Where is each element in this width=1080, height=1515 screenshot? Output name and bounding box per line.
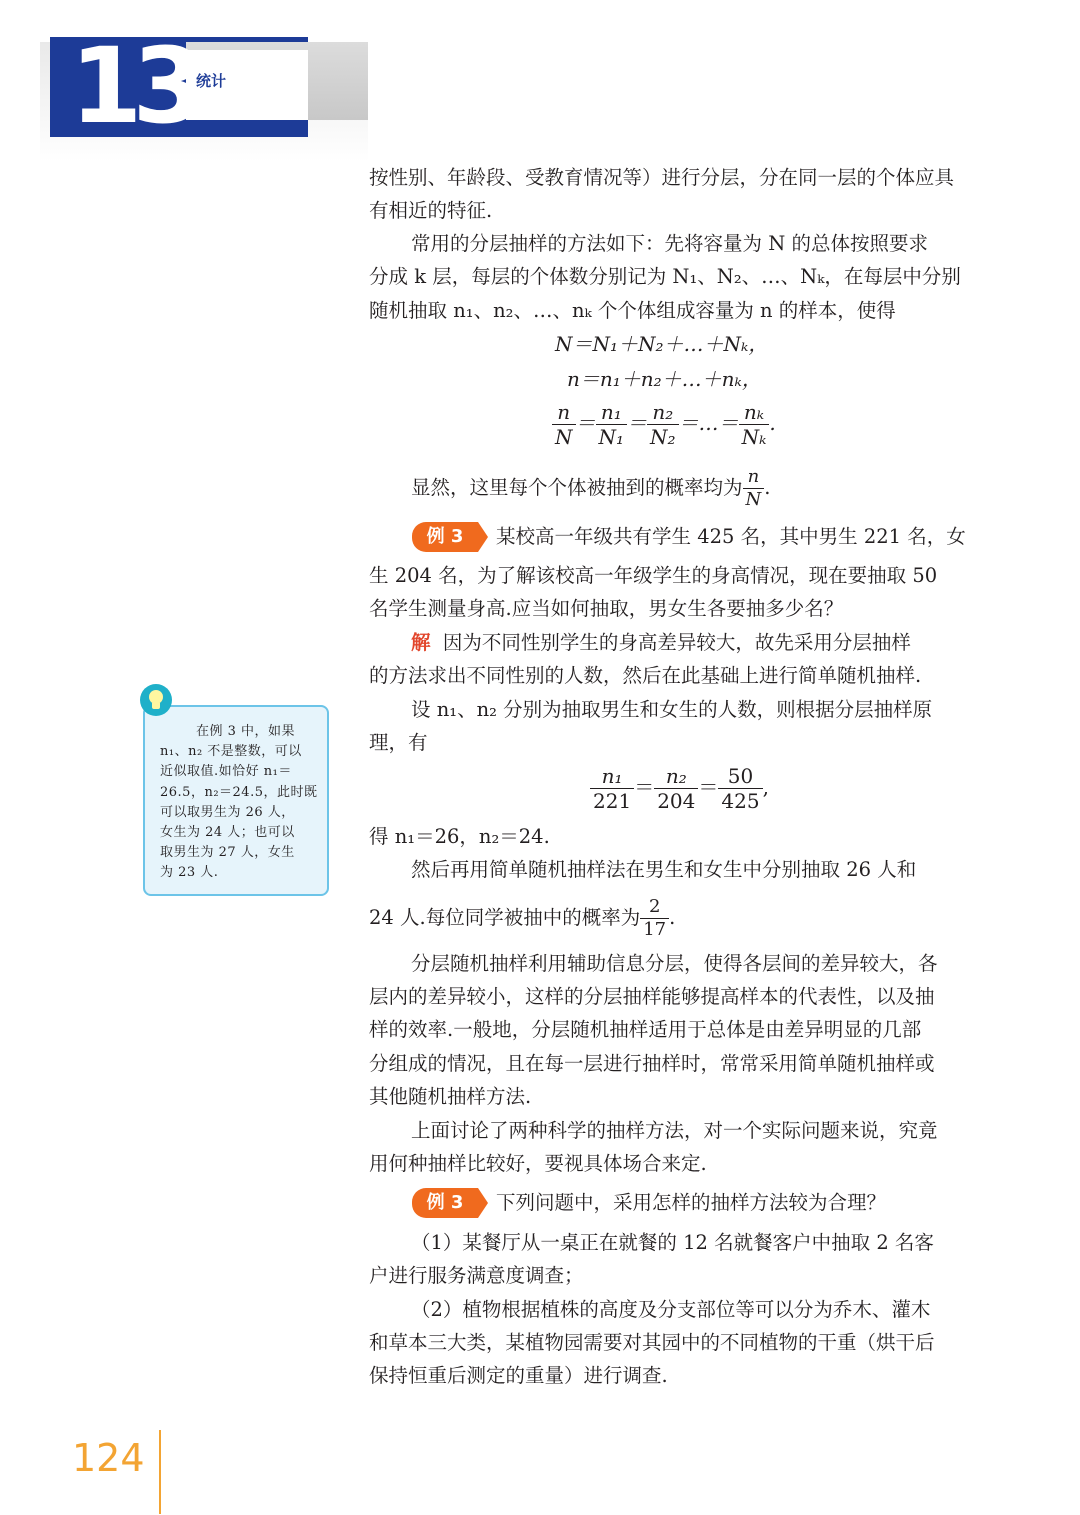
note-line: 取男生为 27 人，女生 [160,845,295,861]
solution-label: 解 [411,631,431,654]
text-line: 得 n₁＝26，n₂＝24. [369,825,550,848]
probability-text: 24 人.每位同学被抽中的概率为 [369,906,641,929]
text-line: 上面讨论了两种科学的抽样方法，对一个实际问题来说，究竟 [411,1119,938,1142]
frac-num: n₂ [654,764,698,789]
frac-den: N [745,489,762,510]
solution-text: 因为不同性别学生的身高差异较大，故先采用分层抽样 [442,631,911,654]
frac-den: 221 [593,789,632,813]
frac-num: n [743,466,765,489]
formula-ratio: $\frac{n}{N}$ ＝ $\frac{\text{n₁}}{\text{N₁}}$ ＝ $\frac{\text{n₂}}{\text{N₂}}$ ＝…＝ $\frac{\text{nₖ}}{\text{Nₖ}}$ . [552,400,776,449]
note-line: 可以取男生为 26 人， [160,804,295,820]
text-line: 分成 k 层，每层的个体数分别记为 N₁、N₂、…、Nₖ，在每层中分别 [369,265,961,288]
text-line: 随机抽取 n₁、n₂、…、nₖ 个个体组成容量为 n 的样本，使得 [369,299,896,322]
page-number-divider [159,1430,161,1514]
text-line: 保持恒重后测定的重量）进行调查. [369,1364,668,1387]
text-line: （1）某餐厅从一桌正在就餐的 12 名就餐客户中抽取 2 名客 [411,1231,934,1254]
frac-den: 204 [657,789,696,813]
chapter-title: 统计 [196,72,227,90]
chapter-number: 13 [70,25,195,147]
note-line: 26.5，n₂＝24.5，此时既 [160,784,318,800]
ellipsis: ＝…＝ [678,411,739,435]
example-badge: 例 3 [412,522,478,552]
text-line: 理，有 [369,731,428,754]
frac-den: Nₖ [741,425,767,449]
text-line [369,626,911,659]
text-line: 的方法求出不同性别的人数，然后在此基础上进行简单随机抽样. [369,664,922,687]
frac-num: nₖ [739,400,770,425]
text-line: 按性别、年龄段、受教育情况等）进行分层，分在同一层的个体应具 [369,166,955,189]
note-line: n₁、n₂ 不是整数，可以 [160,744,302,760]
text-line: 24 人.每位同学被抽中的概率为 $\frac{2}{17}$ . [369,896,676,940]
frac-den: N [555,425,573,449]
frac-num: 2 [640,896,669,919]
text-line: 显然，这里每个个体被抽到的概率均为 $\frac{n}{N}$ . [411,466,771,510]
frac-num: n₂ [647,400,679,425]
text-line: 常用的分层抽样的方法如下：先将容量为 N 的总体按照要求 [411,232,928,255]
frac-num: n₁ [590,764,634,789]
text-line: （2）植物根据植株的高度及分支部位等可以分为乔木、灌木 [411,1298,931,1321]
formula-total: N＝N₁＋N₂＋…＋Nₖ， [555,332,769,356]
text-line: 有相近的特征. [369,199,493,222]
frac-den: 425 [721,789,760,813]
text-line: 户进行服务满意度调查； [369,1264,584,1287]
formula-sample: n＝n₁＋n₂＋…＋nₖ， [567,367,762,391]
formula-proportion: $\frac{\text{n₁}}{221}$ ＝ $\frac{\text{n₂}}{204}$ ＝ $\frac{50}{425}$ , [590,764,769,813]
note-line: 近似取值.如恰好 n₁＝ [160,764,292,780]
frac-num: 50 [718,764,762,789]
text-line: 其他随机抽样方法. [369,1085,532,1108]
frac-den: N₂ [650,425,676,449]
page-number: 124 [72,1436,145,1480]
text-line: 分组成的情况，且在每一层进行抽样时，常常采用简单随机抽样或 [369,1052,935,1075]
side-note [160,722,316,884]
text-line: 样的效率.一般地，分层随机抽样适用于总体是由差异明显的几部 [369,1018,922,1041]
frac-num: n [552,400,576,425]
note-line: 为 23 人. [160,865,219,881]
text-line: 用何种抽样比较好，要视具体场合来定. [369,1152,707,1175]
frac-den: 17 [643,919,667,940]
text-line: 生 204 名，为了解该校高一年级学生的身高情况，现在要抽取 50 [369,564,938,587]
text-line: 名学生测量身高.应当如何抽取，男女生各要抽多少名？ [369,597,844,620]
text-line: 层内的差异较小，这样的分层抽样能够提高样本的代表性，以及抽 [369,985,935,1008]
note-line: 在例 3 中，如果 [196,724,296,739]
text-line: 和草本三大类，某植物园需要对其园中的不同植物的干重（烘干后 [369,1331,935,1354]
note-line: 女生为 24 人；也可以 [160,825,295,841]
text-line: 某校高一年级共有学生 425 名，其中男生 221 名，女 [496,525,966,548]
text-line: 设 n₁、n₂ 分别为抽取男生和女生的人数，则根据分层抽样原 [411,698,933,721]
frac-num: n₁ [596,400,628,425]
example-badge: 例 3 [412,1188,478,1218]
frac-den: N₁ [598,425,625,449]
text-line: 然后再用简单随机抽样法在男生和女生中分别抽取 26 人和 [411,858,917,881]
probability-text: 显然，这里每个个体被抽到的概率均为 [411,476,743,499]
text-line: 分层随机抽样利用辅助信息分层，使得各层间的差异较大，各 [411,952,938,975]
lightbulb-icon [140,684,172,716]
text-line: 下列问题中，采用怎样的抽样方法较为合理？ [496,1191,887,1214]
